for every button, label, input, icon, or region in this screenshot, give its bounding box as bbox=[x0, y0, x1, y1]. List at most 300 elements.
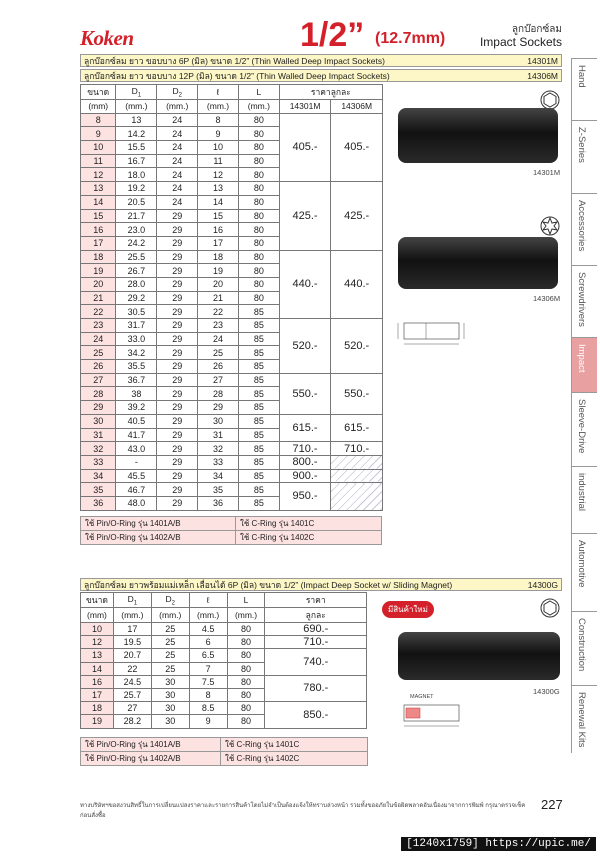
col-d1-unit: (mm.) bbox=[116, 100, 157, 114]
socket-table-2 bbox=[80, 592, 367, 729]
value-cell: 85 bbox=[238, 469, 279, 483]
value-cell: 85 bbox=[238, 414, 279, 428]
sidebar-tab-label: industrial bbox=[576, 473, 587, 512]
value-cell: 48.0 bbox=[116, 496, 157, 510]
value-cell: 24 bbox=[157, 182, 198, 196]
value-cell: 16 bbox=[198, 223, 239, 237]
value-cell: 80 bbox=[227, 675, 265, 688]
price-14301m: 900.- bbox=[279, 469, 331, 483]
size-mm: (12.7mm) bbox=[375, 30, 446, 47]
table-row bbox=[81, 113, 383, 127]
table-row bbox=[81, 455, 383, 469]
col-l-small-unit: (mm.) bbox=[198, 100, 239, 114]
value-cell: 30 bbox=[151, 702, 189, 715]
sidebar-tab-label: Renewal Kits bbox=[576, 692, 587, 748]
sidebar-tab-label: Screwdrivers bbox=[576, 272, 587, 327]
col-l-header: L bbox=[238, 85, 279, 100]
value-cell: 80 bbox=[238, 236, 279, 250]
col-l-unit: (mm.) bbox=[227, 608, 265, 623]
size-cell: 26 bbox=[81, 360, 116, 374]
col-size-header: ขนาด bbox=[81, 593, 114, 608]
value-cell: 85 bbox=[238, 332, 279, 346]
hex-6p-icon bbox=[540, 90, 560, 110]
value-cell: 20.5 bbox=[116, 195, 157, 209]
value-cell: 17 bbox=[113, 623, 151, 636]
value-cell: 29 bbox=[198, 401, 239, 415]
value-cell: 80 bbox=[227, 623, 265, 636]
section2-code: 14300G bbox=[527, 580, 558, 590]
value-cell: 29 bbox=[157, 455, 198, 469]
value-cell: 29 bbox=[157, 277, 198, 291]
value-cell: 32 bbox=[198, 442, 239, 456]
value-cell: 22 bbox=[113, 662, 151, 675]
col-l-header: L bbox=[227, 593, 265, 608]
watermark: [1240x1759] https://upic.me/ bbox=[401, 837, 596, 851]
value-cell: 29 bbox=[157, 223, 198, 237]
size-cell: 29 bbox=[81, 401, 116, 415]
size-cell: 15 bbox=[81, 209, 116, 223]
col-price-14301m: 14301M bbox=[279, 100, 331, 114]
value-cell: 7 bbox=[189, 662, 227, 675]
section2-title: ลูกบ๊อกซ์ลม ยาวพร้อมแม่เหล็ก เลื่อนได้ 6P (มิล) ขนาด 1/2” (Impact Deep Socket w/ Sliding Magnet) bbox=[84, 580, 453, 590]
value-cell: 29 bbox=[157, 483, 198, 497]
value-cell: 25 bbox=[151, 636, 189, 649]
value-cell: 29 bbox=[157, 469, 198, 483]
size-cell: 21 bbox=[81, 291, 116, 305]
value-cell: 39.2 bbox=[116, 401, 157, 415]
value-cell: 23 bbox=[198, 319, 239, 333]
image-label-14301m: 14301M bbox=[533, 168, 561, 177]
value-cell: 20 bbox=[198, 277, 239, 291]
value-cell: 29 bbox=[157, 387, 198, 401]
sidebar-tab-label: Impact bbox=[576, 344, 587, 373]
price-14301m: 425.- bbox=[279, 182, 331, 250]
price-14301m: 520.- bbox=[279, 319, 331, 374]
value-cell: 80 bbox=[227, 636, 265, 649]
size-cell: 20 bbox=[81, 277, 116, 291]
socket-14306m-image bbox=[398, 237, 558, 289]
col-price-unit: ลูกละ bbox=[265, 608, 367, 623]
size-cell: 17 bbox=[81, 236, 116, 250]
size-cell: 17 bbox=[81, 688, 114, 701]
magnet-socket-diagram bbox=[396, 700, 468, 730]
size-cell: 14 bbox=[81, 195, 116, 209]
socket-dimension-diagram bbox=[396, 318, 468, 348]
subscript: 1 bbox=[137, 92, 142, 99]
value-cell: 30 bbox=[151, 688, 189, 701]
value-cell: 30 bbox=[198, 414, 239, 428]
footer-disclaimer: ทางบริษัทฯขอสงวนสิทธิ์ในการเปลี่ยนแปลงราคาและรายการสินค้าโดยไม่จำเป็นต้องแจ้งให้ทราบล่วงหน้า รวมทั้งขออภัยในข้อผิดพลาดอันเนื่องมาจากการพิมพ์ กรุณาตรวจเช็คก่อนสั่งซื้อ bbox=[80, 803, 526, 819]
price-14301m: 950.- bbox=[279, 483, 331, 510]
size-cell: 8 bbox=[81, 113, 116, 127]
value-cell: 80 bbox=[238, 168, 279, 182]
value-cell: 85 bbox=[238, 428, 279, 442]
accessory-table-2 bbox=[80, 737, 368, 766]
sidebar-tab-label: Construction bbox=[576, 618, 587, 672]
value-cell: 24 bbox=[157, 168, 198, 182]
sidebar-tab-label: Accessories bbox=[576, 200, 587, 252]
value-cell: 25.7 bbox=[113, 688, 151, 701]
price-14301m: 550.- bbox=[279, 373, 331, 414]
value-cell: 85 bbox=[238, 346, 279, 360]
section1-header-6p bbox=[80, 54, 562, 67]
price-14306m bbox=[331, 469, 383, 483]
value-cell: 29 bbox=[157, 360, 198, 374]
table-row bbox=[81, 636, 367, 649]
col-l-small-unit: (mm.) bbox=[189, 608, 227, 623]
sidebar-tab-automotive bbox=[571, 533, 597, 611]
size-cell: 19 bbox=[81, 264, 116, 278]
value-cell: 18 bbox=[198, 250, 239, 264]
value-cell: 19.5 bbox=[113, 636, 151, 649]
value-cell: 31.7 bbox=[116, 319, 157, 333]
value-cell: 29 bbox=[157, 250, 198, 264]
value-cell: 85 bbox=[238, 360, 279, 374]
price-14306m bbox=[331, 483, 383, 510]
col-d2-unit: (mm.) bbox=[157, 100, 198, 114]
value-cell: 25 bbox=[198, 346, 239, 360]
size-cell: 24 bbox=[81, 332, 116, 346]
value-cell: 30 bbox=[151, 675, 189, 688]
value-cell: 41.7 bbox=[116, 428, 157, 442]
table-row bbox=[81, 702, 367, 715]
value-cell: 24 bbox=[157, 154, 198, 168]
value-cell: 29 bbox=[157, 442, 198, 456]
size-cell: 18 bbox=[81, 702, 114, 715]
table-row bbox=[81, 469, 383, 483]
price-14300g: 690.- bbox=[265, 623, 367, 636]
price-14300g: 740.- bbox=[265, 649, 367, 675]
size-cell: 16 bbox=[81, 223, 116, 237]
new-product-badge: มีสินค้าใหม่ bbox=[382, 601, 434, 618]
section1-title-12p: ลูกบ๊อกซ์ลม ยาว ขอบบาง 12P (มิล) ขนาด 1/2” (Thin Walled Deep Impact Sockets) bbox=[84, 71, 390, 81]
size-cell: 18 bbox=[81, 250, 116, 264]
value-cell: 26.7 bbox=[116, 264, 157, 278]
value-cell: 25 bbox=[151, 649, 189, 662]
value-cell: 28.2 bbox=[113, 715, 151, 728]
value-cell: 38 bbox=[116, 387, 157, 401]
size-cell: 19 bbox=[81, 715, 114, 728]
size-cell: 32 bbox=[81, 442, 116, 456]
table-row bbox=[81, 442, 383, 456]
value-cell: 35 bbox=[198, 483, 239, 497]
value-cell: - bbox=[116, 455, 157, 469]
size-cell: 33 bbox=[81, 455, 116, 469]
size-cell: 9 bbox=[81, 127, 116, 141]
value-cell: 24 bbox=[157, 113, 198, 127]
col-size-header: ขนาด bbox=[81, 85, 116, 100]
value-cell: 29 bbox=[157, 319, 198, 333]
table-row bbox=[81, 373, 383, 387]
price-14301m: 800.- bbox=[279, 455, 331, 469]
value-cell: 11 bbox=[198, 154, 239, 168]
section1-header-12p bbox=[80, 69, 562, 82]
sidebar-tab-label: Z-Series bbox=[576, 127, 587, 163]
size-cell: 12 bbox=[81, 168, 116, 182]
category-thai: ลูกบ๊อกซ์ลม bbox=[511, 24, 562, 35]
size-cell: 27 bbox=[81, 373, 116, 387]
socket-14301m-image bbox=[398, 108, 558, 163]
sidebar-tab-label: Sleeve-Drive bbox=[576, 399, 587, 454]
size-cell: 36 bbox=[81, 496, 116, 510]
table-row bbox=[81, 182, 383, 196]
size-cell: 10 bbox=[81, 623, 114, 636]
size-cell: 13 bbox=[81, 182, 116, 196]
value-cell: 25.5 bbox=[116, 250, 157, 264]
price-14306m: 405.- bbox=[331, 113, 383, 181]
value-cell: 19.2 bbox=[116, 182, 157, 196]
col-d1-header: $D_1$ bbox=[116, 85, 157, 100]
col-d1-header: $D_1$ bbox=[113, 593, 151, 608]
col-d2-unit: (mm.) bbox=[151, 608, 189, 623]
value-cell: 27 bbox=[198, 373, 239, 387]
sidebar-tab-renewal-kits bbox=[571, 685, 597, 753]
value-cell: 85 bbox=[238, 387, 279, 401]
value-cell: 21 bbox=[198, 291, 239, 305]
value-cell: 85 bbox=[238, 373, 279, 387]
value-cell: 36.7 bbox=[116, 373, 157, 387]
value-cell: 36 bbox=[198, 496, 239, 510]
value-cell: 29 bbox=[157, 346, 198, 360]
section2-header bbox=[80, 578, 562, 591]
value-cell: 29.2 bbox=[116, 291, 157, 305]
size-cell: 34 bbox=[81, 469, 116, 483]
value-cell: 9 bbox=[198, 127, 239, 141]
image-label-14306m: 14306M bbox=[533, 294, 561, 303]
section1-code-12p: 14306M bbox=[527, 71, 558, 81]
col-l-small-header: ℓ bbox=[198, 85, 239, 100]
value-cell: 24.2 bbox=[116, 236, 157, 250]
value-cell: 46.7 bbox=[116, 483, 157, 497]
acc2-cring-1402: ใช้ C-Ring รุ่น 1402C bbox=[221, 752, 368, 766]
value-cell: 80 bbox=[227, 702, 265, 715]
size-cell: 16 bbox=[81, 675, 114, 688]
subscript: 2 bbox=[171, 600, 175, 607]
acc-cring-1401: ใช้ C-Ring รุ่น 1401C bbox=[236, 517, 382, 531]
image-label-14300g: 14300G bbox=[533, 687, 560, 696]
price-14301m: 440.- bbox=[279, 250, 331, 318]
value-cell: 6 bbox=[189, 636, 227, 649]
value-cell: 22 bbox=[198, 305, 239, 319]
price-14301m: 405.- bbox=[279, 113, 331, 181]
value-cell: 10 bbox=[198, 141, 239, 155]
sidebar-tab-screwdrivers bbox=[571, 265, 597, 337]
price-14301m: 615.- bbox=[279, 414, 331, 441]
acc-pin-oring-1401: ใช้ Pin/O-Ring รุ่น 1401A/B bbox=[81, 517, 236, 531]
table-row bbox=[81, 675, 367, 688]
value-cell: 85 bbox=[238, 483, 279, 497]
value-cell: 24 bbox=[198, 332, 239, 346]
value-cell: 80 bbox=[238, 264, 279, 278]
sidebar-tab-impact bbox=[571, 337, 597, 392]
value-cell: 17 bbox=[198, 236, 239, 250]
value-cell: 31 bbox=[198, 428, 239, 442]
value-cell: 26 bbox=[198, 360, 239, 374]
subscript: 1 bbox=[133, 600, 138, 607]
value-cell: 80 bbox=[238, 195, 279, 209]
sidebar-tab-label: Hand bbox=[576, 65, 587, 88]
col-d1-unit: (mm.) bbox=[113, 608, 151, 623]
value-cell: 85 bbox=[238, 319, 279, 333]
col-price-header: ราคาลูกละ bbox=[279, 85, 382, 100]
value-cell: 80 bbox=[227, 715, 265, 728]
price-14300g: 850.- bbox=[265, 702, 367, 728]
value-cell: 4.5 bbox=[189, 623, 227, 636]
acc2-pin-oring-1402: ใช้ Pin/O-Ring รุ่น 1402A/B bbox=[81, 752, 221, 766]
value-cell: 12 bbox=[198, 168, 239, 182]
acc2-cring-1401: ใช้ C-Ring รุ่น 1401C bbox=[221, 738, 368, 752]
value-cell: 80 bbox=[238, 223, 279, 237]
value-cell: 85 bbox=[238, 401, 279, 415]
category-english: Impact Sockets bbox=[479, 35, 562, 49]
value-cell: 24 bbox=[157, 195, 198, 209]
price-14306m: 615.- bbox=[331, 414, 383, 441]
value-cell: 7.5 bbox=[189, 675, 227, 688]
value-cell: 45.5 bbox=[116, 469, 157, 483]
magnet-label: MAGNET bbox=[410, 694, 434, 700]
value-cell: 29 bbox=[157, 496, 198, 510]
size-cell: 28 bbox=[81, 387, 116, 401]
col-size-unit: (mm) bbox=[81, 608, 114, 623]
value-cell: 34 bbox=[198, 469, 239, 483]
value-cell: 15 bbox=[198, 209, 239, 223]
size-cell: 10 bbox=[81, 141, 116, 155]
size-cell: 31 bbox=[81, 428, 116, 442]
size-cell: 30 bbox=[81, 414, 116, 428]
value-cell: 25 bbox=[151, 662, 189, 675]
size-cell: 23 bbox=[81, 319, 116, 333]
table-row bbox=[81, 483, 383, 497]
sidebar-tab-hand bbox=[571, 58, 597, 120]
table-row bbox=[81, 414, 383, 428]
value-cell: 21.7 bbox=[116, 209, 157, 223]
value-cell: 6.5 bbox=[189, 649, 227, 662]
value-cell: 80 bbox=[238, 141, 279, 155]
sidebar-tab-industrial bbox=[571, 466, 597, 533]
accessory-table-1 bbox=[80, 516, 382, 545]
value-cell: 8.5 bbox=[189, 702, 227, 715]
value-cell: 80 bbox=[238, 154, 279, 168]
value-cell: 30.5 bbox=[116, 305, 157, 319]
value-cell: 80 bbox=[238, 127, 279, 141]
col-size-unit: (mm) bbox=[81, 100, 116, 114]
value-cell: 80 bbox=[227, 662, 265, 675]
value-cell: 13 bbox=[198, 182, 239, 196]
price-14306m: 710.- bbox=[331, 442, 383, 456]
value-cell: 80 bbox=[238, 209, 279, 223]
size-cell: 22 bbox=[81, 305, 116, 319]
value-cell: 29 bbox=[157, 373, 198, 387]
value-cell: 85 bbox=[238, 496, 279, 510]
value-cell: 13 bbox=[116, 113, 157, 127]
value-cell: 8 bbox=[198, 113, 239, 127]
value-cell: 33.0 bbox=[116, 332, 157, 346]
koken-logo: Koken bbox=[80, 26, 134, 50]
col-price-14306m: 14306M bbox=[331, 100, 383, 114]
price-14301m: 710.- bbox=[279, 442, 331, 456]
value-cell: 29 bbox=[157, 264, 198, 278]
value-cell: 28 bbox=[198, 387, 239, 401]
col-d2-header: $D_2$ bbox=[151, 593, 189, 608]
size-cell: 35 bbox=[81, 483, 116, 497]
price-14306m: 550.- bbox=[331, 373, 383, 414]
price-14306m: 425.- bbox=[331, 182, 383, 250]
value-cell: 24 bbox=[157, 141, 198, 155]
value-cell: 14 bbox=[198, 195, 239, 209]
value-cell: 29 bbox=[157, 209, 198, 223]
value-cell: 24.5 bbox=[113, 675, 151, 688]
size-title: 1/2” bbox=[300, 16, 365, 54]
value-cell: 8 bbox=[189, 688, 227, 701]
value-cell: 80 bbox=[238, 291, 279, 305]
value-cell: 80 bbox=[238, 250, 279, 264]
value-cell: 29 bbox=[157, 332, 198, 346]
value-cell: 24 bbox=[157, 127, 198, 141]
subscript: 2 bbox=[178, 92, 182, 99]
size-cell: 13 bbox=[81, 649, 114, 662]
value-cell: 9 bbox=[189, 715, 227, 728]
value-cell: 80 bbox=[227, 649, 265, 662]
sidebar-tab-label: Automotive bbox=[576, 540, 587, 588]
value-cell: 30 bbox=[151, 715, 189, 728]
value-cell: 23.0 bbox=[116, 223, 157, 237]
value-cell: 34.2 bbox=[116, 346, 157, 360]
value-cell: 15.5 bbox=[116, 141, 157, 155]
value-cell: 85 bbox=[238, 455, 279, 469]
sidebar-tab-sleeve-drive bbox=[571, 392, 597, 466]
value-cell: 80 bbox=[238, 182, 279, 196]
value-cell: 43.0 bbox=[116, 442, 157, 456]
col-d2-header: $D_2$ bbox=[157, 85, 198, 100]
size-cell: 12 bbox=[81, 636, 114, 649]
col-l-unit: (mm.) bbox=[238, 100, 279, 114]
value-cell: 85 bbox=[238, 442, 279, 456]
section1-code-6p: 14301M bbox=[527, 56, 558, 66]
value-cell: 29 bbox=[157, 401, 198, 415]
value-cell: 25 bbox=[151, 623, 189, 636]
sidebar-tab-accessories bbox=[571, 193, 597, 265]
value-cell: 33 bbox=[198, 455, 239, 469]
value-cell: 16.7 bbox=[116, 154, 157, 168]
value-cell: 29 bbox=[157, 428, 198, 442]
hex-6p-icon-2 bbox=[540, 598, 560, 618]
sidebar-tab-z-series bbox=[571, 120, 597, 193]
price-14306m: 440.- bbox=[331, 250, 383, 318]
price-14300g: 780.- bbox=[265, 675, 367, 701]
value-cell: 29 bbox=[157, 305, 198, 319]
col-price-header: ราคา bbox=[265, 593, 367, 608]
value-cell: 14.2 bbox=[116, 127, 157, 141]
value-cell: 28.0 bbox=[116, 277, 157, 291]
value-cell: 40.5 bbox=[116, 414, 157, 428]
value-cell: 29 bbox=[157, 291, 198, 305]
value-cell: 20.7 bbox=[113, 649, 151, 662]
size-cell: 14 bbox=[81, 662, 114, 675]
value-cell: 35.5 bbox=[116, 360, 157, 374]
socket-table-1 bbox=[80, 84, 383, 511]
value-cell: 29 bbox=[157, 414, 198, 428]
col-l-small-header: ℓ bbox=[189, 593, 227, 608]
section1-title-6p: ลูกบ๊อกซ์ลม ยาว ขอบบาง 6P (มิล) ขนาด 1/2” (Thin Walled Deep Impact Sockets) bbox=[84, 56, 385, 66]
value-cell: 80 bbox=[238, 277, 279, 291]
socket-14300g-image bbox=[398, 632, 560, 680]
value-cell: 80 bbox=[227, 688, 265, 701]
price-14306m bbox=[331, 455, 383, 469]
value-cell: 80 bbox=[238, 113, 279, 127]
value-cell: 27 bbox=[113, 702, 151, 715]
price-14306m: 520.- bbox=[331, 319, 383, 374]
value-cell: 85 bbox=[238, 305, 279, 319]
